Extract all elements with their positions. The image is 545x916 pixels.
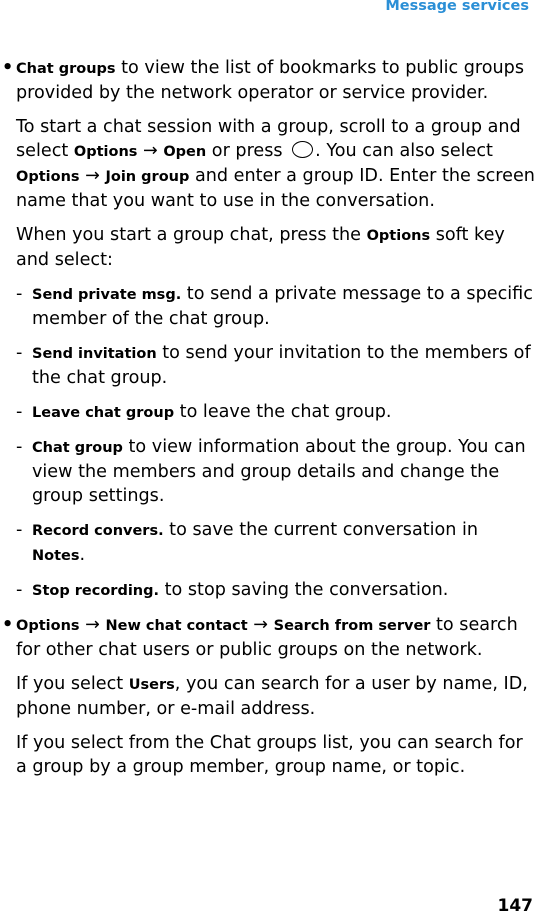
subitem-send-invitation <box>0 341 535 390</box>
term: Send private msg. <box>32 287 182 303</box>
subitem-record-convers <box>0 518 535 568</box>
page-content <box>0 56 535 779</box>
term-chat-groups: Chat groups <box>16 61 116 77</box>
center-key-icon <box>292 141 313 158</box>
term-options: Options <box>16 169 80 185</box>
dash: - <box>16 402 23 422</box>
start-chat-paragraph <box>0 115 535 213</box>
paragraph-text: to search for other chat users or public groups on the network. <box>16 615 518 660</box>
paragraph-text: . <box>79 545 86 565</box>
bullet: • <box>2 58 14 78</box>
term-options: Options <box>16 618 80 634</box>
arrow: → <box>79 615 106 635</box>
groups-search-paragraph <box>0 731 535 779</box>
paragraph-text: to view the list of bookmarks to public groups provided by the network operator or service provider. <box>16 58 524 103</box>
term: Stop recording. <box>32 583 160 599</box>
paragraph-text: If you select <box>16 674 129 694</box>
subitem-chat-group <box>0 435 535 508</box>
arrow: → <box>79 166 106 186</box>
term-options: Options <box>73 144 138 160</box>
term-new-chat-contact: New chat contact <box>105 618 248 634</box>
paragraph-text: to view information about the group. You can view the members and group details and change the group settings. <box>32 437 526 506</box>
paragraph-text: to send a private message to a specific member of the chat group. <box>32 284 533 329</box>
users-search-paragraph <box>0 672 535 721</box>
paragraph-text: If you select from the Chat groups list, you can search for a group by a group member, group name, or topic. <box>16 733 523 777</box>
paragraph-text: or press <box>206 141 289 161</box>
arrow: → <box>247 615 274 635</box>
bullet: • <box>2 615 14 635</box>
paragraph-text: and enter a group ID. Enter the screen name that you want to use in the conversation. <box>16 166 535 211</box>
paragraph-text: to stop saving the conversation. <box>159 580 449 600</box>
paragraph-text: , you can search for a user by name, ID, phone number, or e-mail address. <box>16 674 528 719</box>
new-chat-contact-paragraph <box>0 613 535 662</box>
dash: - <box>16 520 23 540</box>
dash: - <box>16 343 23 363</box>
paragraph-text: To start a chat session with a group, scroll to a group and select <box>16 117 521 161</box>
paragraph-text: to send your invitation to the members of the chat group. <box>32 343 531 388</box>
dash: - <box>16 580 23 600</box>
dash: - <box>16 284 23 304</box>
paragraph-text: to save the current conversation in <box>163 520 479 540</box>
term-open: Open <box>163 144 207 160</box>
term-join-group: Join group <box>105 169 190 185</box>
term-users: Users <box>128 677 175 693</box>
paragraph-text: When you start a group chat, press the <box>16 225 367 245</box>
dash: - <box>16 437 23 457</box>
paragraph-text: to leave the chat group. <box>174 402 392 422</box>
subitem-stop-recording <box>0 578 535 603</box>
term-options: Options <box>366 228 431 244</box>
arrow: → <box>137 141 164 161</box>
term: Chat group <box>32 440 123 456</box>
term-notes: Notes <box>32 548 80 564</box>
term: Send invitation <box>32 346 157 362</box>
chat-groups-paragraph <box>0 56 535 105</box>
term-search-from-server: Search from server <box>273 618 431 634</box>
page-number: 147 <box>497 896 533 916</box>
term: Record convers. <box>32 523 164 539</box>
subitem-send-private-msg <box>0 282 535 331</box>
paragraph-text: soft key and select: <box>16 225 505 270</box>
group-chat-options-paragraph <box>0 223 535 272</box>
section-header: Message services <box>385 0 529 14</box>
term: Leave chat group <box>32 405 175 421</box>
subitem-leave-chat-group <box>0 400 535 425</box>
paragraph-text: . You can also select <box>315 141 493 161</box>
